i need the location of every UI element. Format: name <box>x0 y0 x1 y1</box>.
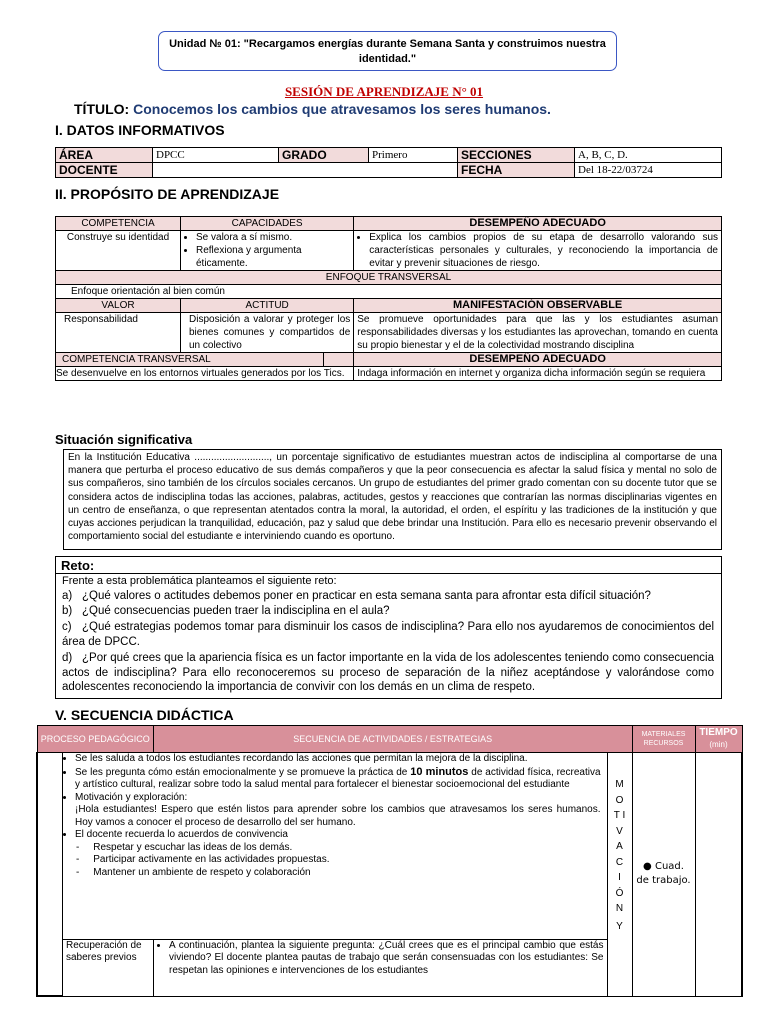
comp-transversal-cell: Se desenvuelve en los entornos virtuales generados por los Tics. <box>56 367 354 381</box>
capacidad-item: • Se valora a sí mismo. <box>196 231 350 244</box>
area-label: ÁREA <box>56 148 153 163</box>
agreement-text: Respetar y escuchar las ideas de los demás. <box>93 841 293 853</box>
recuperacion-label: Recuperación de saberes previos <box>63 939 154 996</box>
capacidades-header: CAPACIDADES <box>181 217 354 231</box>
lesson-title <box>74 101 551 117</box>
desempeno-text: • Explica los cambios propios de su etapa de desarrollo valorando sus características personales y culturales, y reconociendo la importancia de evitar y prevenir situaciones de riesgo. <box>369 231 718 270</box>
desempeno-header: DESEMPEÑO ADECUADO <box>354 217 722 231</box>
proceso-header: PROCESO PEDAGÓGICO <box>37 726 154 753</box>
reto-title: Reto: <box>61 558 95 573</box>
greeting-text: ¡Hola estudiantes! Espero que estén listos para aprender sobre los cambios que atravesamos los seres humanos. Hoy vamos a conocer el proceso de desarrollo del ser humano. <box>75 804 601 828</box>
agreement-item: - Respetar y escuchar las ideas de los demás. <box>76 841 293 853</box>
grado-label: GRADO <box>279 148 369 163</box>
activity-text: Se les pregunta cómo están emocionalmente y se promueve la práctica de <box>75 766 408 778</box>
section-heading-secuencia: V. SECUENCIA DIDÁCTICA <box>55 707 234 723</box>
section-heading-datos: I. DATOS INFORMATIVOS <box>55 122 225 138</box>
competencia-header: COMPETENCIA <box>56 217 181 231</box>
agreement-text: Mantener un ambiente de respeto y colaboración <box>93 866 311 878</box>
agreement-text: Participar activamente en las actividades propuestas. <box>93 854 330 865</box>
actividades-header: SECUENCIA DE ACTIVIDADES / ESTRATEGIAS <box>154 726 633 753</box>
actitud-cell: Disposición a valorar y proteger los bienes comunes y compartidos de un colectivo <box>181 313 354 353</box>
actitud-header: ACTITUD <box>181 299 354 313</box>
session-title: SESIÓN DE APRENDIZAJE N° 01 <box>284 84 484 99</box>
activity-item <box>75 766 601 792</box>
question-text: ¿Qué consecuencias pueden traer la indisciplina en el aula? <box>82 605 390 617</box>
datos-table <box>55 147 722 178</box>
desempeno-cell <box>354 231 722 271</box>
section-heading-proposito: II. PROPÓSITO DE APRENDIZAJE <box>55 186 280 202</box>
motivacion-label: M O T I V A C I Ó N <box>613 779 626 914</box>
question-letter: d) <box>62 652 73 664</box>
secciones-label: SECCIONES <box>458 148 575 163</box>
fecha-value: Del 18-22/03724 <box>575 163 722 178</box>
activity-item: • Se les saluda a todos los estudiantes recordando las acciones que permitan la mejora de la disciplina. <box>75 753 601 766</box>
capacidad-item: • Reflexiona y argumenta éticamente. <box>196 244 350 270</box>
secuencia-table <box>36 725 743 997</box>
agreement-item: - Mantener un ambiente de respeto y colaboración <box>76 866 311 878</box>
reto-question <box>62 620 714 649</box>
question-text: ¿Qué valores o actitudes debemos poner en practicar en esta semana santa para afrontar esta difícil situación? <box>82 590 651 602</box>
recuperacion-text: • A continuación, plantea la siguiente pregunta: ¿Cuál crees que es el principal cambio que estás viviendo? El docente plantea pautas de trabajo que serán consensuadas con los estudiantes: Se respetan las opiniones e intervenciones de los estudiantes <box>169 940 604 978</box>
docente-label: DOCENTE <box>56 163 153 178</box>
capacidades-cell <box>181 231 354 271</box>
competencia-cell: Construye su identidad <box>56 231 181 271</box>
question-letter: b) <box>62 605 73 617</box>
reto-question <box>62 589 714 604</box>
question-text: ¿Qué estrategias podemos tomar para disminuir los casos de indisciplina? Para ello nos ayudaremos de conocimientos del área de DPCC. <box>62 621 714 648</box>
desempeno2-header: DESEMPEÑO ADECUADO <box>354 353 722 367</box>
material-cell <box>632 753 695 997</box>
recuperacion-cell <box>154 939 608 996</box>
activity-highlight: 10 minutos <box>410 765 469 778</box>
activity-item: • Motivación y exploración: <box>75 792 601 805</box>
activity-text: de actividad física, recreativa y artístico cultural, realizar sobre todo la salud mental para fortalecer el bienestar socioemocional del estudiante <box>75 766 601 790</box>
enfoque-header: ENFOQUE TRANSVERSAL <box>56 271 722 285</box>
motivacion-vertical <box>607 753 632 997</box>
desempeno2-cell: Indaga información en internet y organiza dicha información según se requiera <box>354 367 722 381</box>
secciones-value: A, B, C, D. <box>575 148 722 163</box>
area-value: DPCC <box>153 148 279 163</box>
reto-box <box>55 556 722 699</box>
fecha-label: FECHA <box>458 163 575 178</box>
situacion-heading: Situación significativa <box>55 432 193 447</box>
title-label: TÍTULO: <box>74 101 130 117</box>
manifestacion-cell: Se promueve oportunidades para que las y los estudiantes asuman responsabilidades diversas y los estudiantes las aprovechan, tomando en cuenta su propio bienestar y el de la colectividad mostrando disciplina <box>354 313 722 353</box>
material-text: Cuad. de trabajo. <box>636 861 691 887</box>
comp-transversal-header: COMPETENCIA TRANSVERSAL <box>56 353 324 367</box>
enfoque-cell: Enfoque orientación al bien común <box>56 285 722 299</box>
tiempo-unit: (min) <box>709 740 728 749</box>
reto-question <box>62 604 714 619</box>
reto-question <box>62 651 714 695</box>
tiempo-header <box>695 726 742 753</box>
question-text: ¿Por qué crees que la apariencia física es un factor importante en la vida de los adolescentes teniendo como consecuencia actos de indisciplina? Para ello reconoceremos su proceso de separación de la niñez aceptándose y valorándose como adolescentes reconociendo la importancia de convivir con los demás en un clima de respeto. <box>62 652 714 693</box>
valor-cell: Responsabilidad <box>56 313 181 353</box>
materiales-header: MATERIALES RECURSOS <box>632 726 695 753</box>
manifestacion-header: MANIFESTACIÓN OBSERVABLE <box>354 299 722 313</box>
activities-cell <box>63 753 608 940</box>
unit-title-box <box>158 31 617 71</box>
bullet-icon: ● <box>643 861 652 873</box>
question-letter: c) <box>62 621 72 633</box>
situacion-box: En la Institución Educativa ..........................., un porcentaje significativo de estudiantes muestran actos de indisciplina al comportarse de una manera que perturba el proceso educativo de sus demás compañeros y que la peor consecuencia es afectar la salud física y mental no solo de sus compañeros, sino también de los círculos sociales cercanos. Un grupo de estudiantes del primer grado comentan con su docente tutor que se considera actos de indisciplina todas las acciones, palabras, actitudes, gestos y reacciones que contrarían las normas disciplinarias vigentes en un centro de enseñanza, o que representan atentados contra la moral, la autoridad, el orden, el espíritu y las tradiciones de la institución y que cuyas acciones perjudican la tranquilidad, educación, paz y salud que debe brindar una Institución. Para ello es necesario prevenir observando el comportamiento social del estudiante e interviniendo cuando es oportuno. <box>63 449 722 550</box>
proposito-table <box>55 216 722 381</box>
agreement-item: - Participar activamente en las actividades propuestas. <box>76 854 330 865</box>
question-letter: a) <box>62 590 73 602</box>
docente-value <box>153 163 458 178</box>
title-value: Conocemos los cambios que atravesamos los seres humanos. <box>133 101 551 117</box>
reto-intro: Frente a esta problemática planteamos el siguiente reto: <box>62 575 337 587</box>
valor-header: VALOR <box>56 299 181 313</box>
grado-value: Primero <box>369 148 458 163</box>
unit-title: Unidad № 01: "Recargamos energías durante Semana Santa y construimos nuestra identidad." <box>169 38 606 65</box>
motivacion-y: Y <box>616 920 623 932</box>
tiempo-label: TIEMPO <box>699 727 738 738</box>
activity-item: • El docente recuerda lo acuerdos de convivencia <box>75 829 601 842</box>
